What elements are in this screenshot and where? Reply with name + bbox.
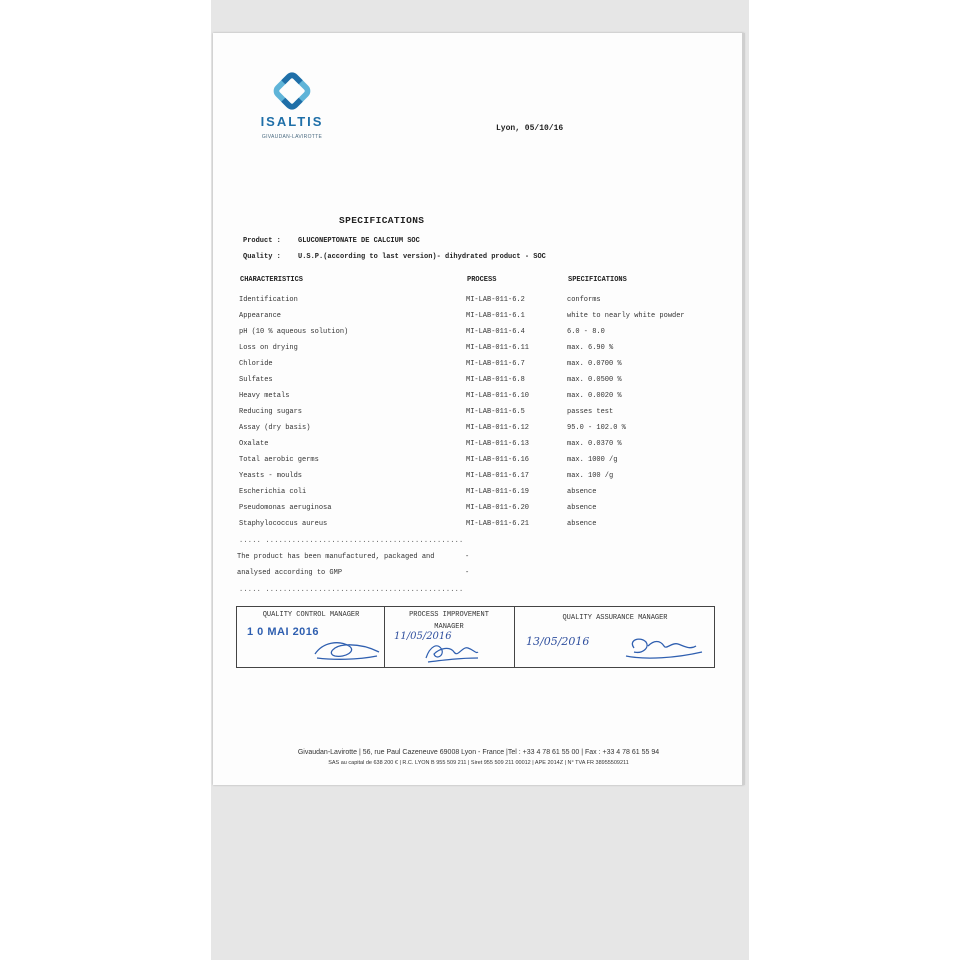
footer-legal: SAS au capital de 638 200 € | R.C. LYON B 955 509 211 | Siret 955 509 211 00012 | APE 2014Z | N° TVA FR 38955509211 xyxy=(328,760,629,766)
row-process: MI-LAB-011-6.19 xyxy=(466,488,530,496)
row-process: MI-LAB-011-6.1 xyxy=(466,312,525,320)
gmp-note-line-1: The product has been manufactured, packaged and xyxy=(237,553,435,561)
qa-signature-icon xyxy=(620,632,706,662)
process-improvement-title: PROCESS IMPROVEMENT MANAGER xyxy=(409,611,489,631)
row-characteristic: Total aerobic germs xyxy=(239,456,319,464)
qa-handwritten-date: 13/05/2016 xyxy=(526,635,590,648)
logo-subtitle: GIVAUDAN-LAVIROTTE xyxy=(261,134,323,140)
row-process: MI-LAB-011-6.17 xyxy=(466,472,530,480)
separator-line-bottom: ..... ............................................. xyxy=(239,586,464,594)
row-characteristic: Reducing sugars xyxy=(239,408,303,416)
isaltis-logo-icon xyxy=(273,72,311,110)
row-characteristic: Appearance xyxy=(239,312,282,320)
logo-wordmark: ISALTIS xyxy=(260,114,324,129)
quality-value: U.S.P.(according to last version)- dihydrated product - SOC xyxy=(298,253,546,261)
row-characteristic: Identification xyxy=(239,296,298,304)
gmp-note-dash-2: - xyxy=(465,569,470,577)
row-characteristic: Heavy metals xyxy=(239,392,290,400)
qc-signature-icon xyxy=(305,636,385,664)
row-process: MI-LAB-011-6.2 xyxy=(466,296,525,304)
quality-label: Quality : xyxy=(243,253,281,261)
row-specification: 6.0 - 8.0 xyxy=(567,328,605,336)
product-value: GLUCONEPTONATE DE CALCIUM SOC xyxy=(298,237,420,245)
row-specification: max. 0.0370 % xyxy=(567,440,622,448)
row-specification: absence xyxy=(567,520,597,528)
row-specification: max. 100 /g xyxy=(567,472,614,480)
row-process: MI-LAB-011-6.7 xyxy=(466,360,525,368)
column-characteristics: CHARACTERISTICS xyxy=(240,276,304,284)
pi-signature-icon xyxy=(420,636,482,664)
row-specification: absence xyxy=(567,504,597,512)
column-specifications: SPECIFICATIONS xyxy=(568,276,627,284)
gmp-note-line-2: analysed according to GMP xyxy=(237,569,343,577)
row-characteristic: Oxalate xyxy=(239,440,269,448)
row-process: MI-LAB-011-6.4 xyxy=(466,328,525,336)
signature-divider-2 xyxy=(514,606,515,668)
row-process: MI-LAB-011-6.10 xyxy=(466,392,530,400)
row-process: MI-LAB-011-6.11 xyxy=(466,344,530,352)
row-process: MI-LAB-011-6.5 xyxy=(466,408,525,416)
row-specification: max. 6.90 % xyxy=(567,344,614,352)
row-characteristic: Sulfates xyxy=(239,376,273,384)
product-label: Product : xyxy=(243,237,281,245)
document-title: SPECIFICATIONS xyxy=(339,215,425,226)
row-process: MI-LAB-011-6.20 xyxy=(466,504,530,512)
row-specification: passes test xyxy=(567,408,614,416)
row-process: MI-LAB-011-6.13 xyxy=(466,440,530,448)
row-characteristic: Escherichia coli xyxy=(239,488,307,496)
row-specification: absence xyxy=(567,488,597,496)
row-characteristic: Staphylococcus aureus xyxy=(239,520,328,528)
date-line: Lyon, 05/10/16 xyxy=(496,124,564,133)
row-characteristic: Yeasts - moulds xyxy=(239,472,303,480)
row-specification: white to nearly white powder xyxy=(567,312,685,320)
row-process: MI-LAB-011-6.16 xyxy=(466,456,530,464)
row-specification: max. 1000 /g xyxy=(567,456,618,464)
quality-assurance-title: QUALITY ASSURANCE MANAGER xyxy=(562,614,668,622)
qc-date-stamp: 1 0 MAI 2016 xyxy=(247,626,320,638)
row-specification: conforms xyxy=(567,296,601,304)
row-characteristic: Chloride xyxy=(239,360,273,368)
row-specification: max. 0.0020 % xyxy=(567,392,622,400)
quality-control-title: QUALITY CONTROL MANAGER xyxy=(262,611,360,619)
row-specification: 95.0 - 102.0 % xyxy=(567,424,626,432)
row-process: MI-LAB-011-6.21 xyxy=(466,520,530,528)
gmp-note-dash-1: - xyxy=(465,553,470,561)
footer-address: Givaudan-Lavirotte | 56, rue Paul Cazeneuve 69008 Lyon - France |Tel : +33 4 78 61 55 00 | Fax : +33 4 78 61 55 94 xyxy=(297,749,660,756)
row-process: MI-LAB-011-6.8 xyxy=(466,376,525,384)
pi-handwritten-date: 11/05/2016 xyxy=(394,631,452,642)
row-characteristic: Pseudomonas aeruginosa xyxy=(239,504,332,512)
separator-line-top: ..... ............................................. xyxy=(239,537,464,545)
row-characteristic: Loss on drying xyxy=(239,344,298,352)
row-characteristic: pH (10 % aqueous solution) xyxy=(239,328,349,336)
row-specification: max. 0.0700 % xyxy=(567,360,622,368)
column-process: PROCESS xyxy=(467,276,497,284)
row-process: MI-LAB-011-6.12 xyxy=(466,424,530,432)
sheet-edge-shadow xyxy=(742,33,745,785)
row-specification: max. 0.0500 % xyxy=(567,376,622,384)
row-characteristic: Assay (dry basis) xyxy=(239,424,311,432)
